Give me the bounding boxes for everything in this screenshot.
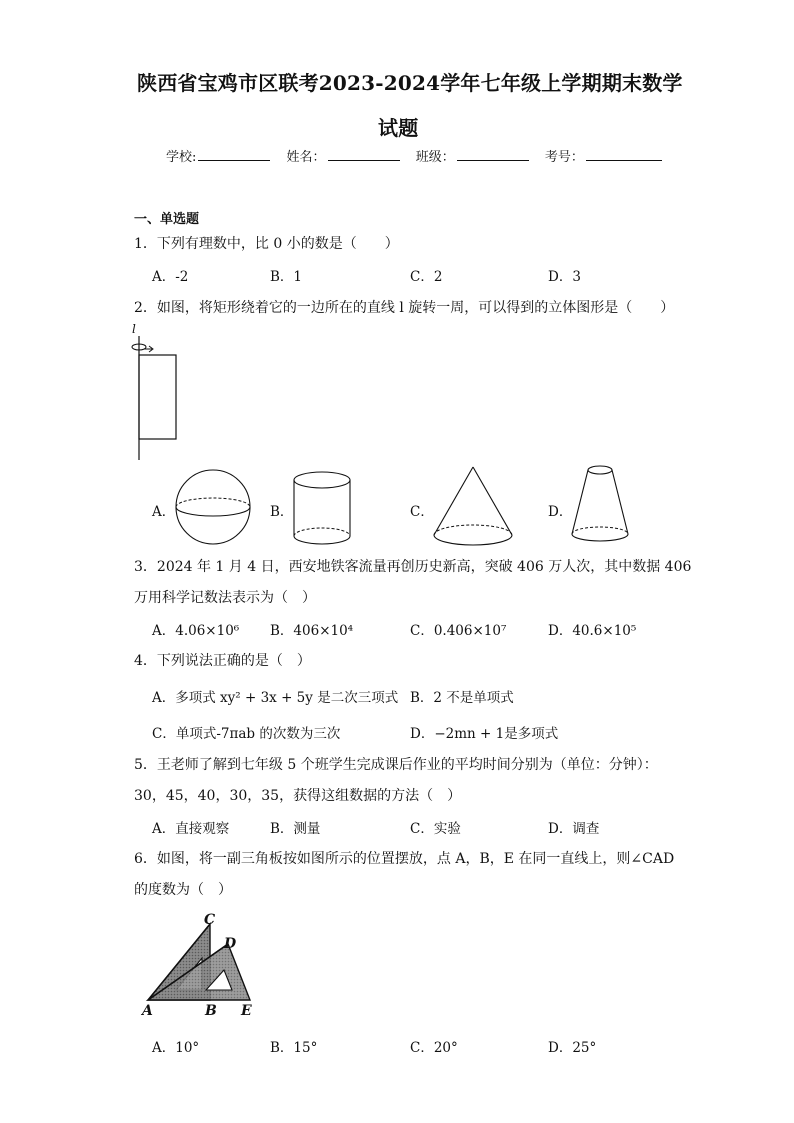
question-6-stem-line1: 6．如图，将一副三角板按如图所示的位置摆放，点 A，B，E 在同一直线上，则∠CAD [134,851,675,867]
question-6-option-d[interactable]: D．25° [548,1040,597,1056]
question-3-option-d[interactable]: D．40.6×10⁵ [548,623,637,639]
page-title: 陕西省宝鸡市区联考2023-2024学年七年级上学期期末数学 [137,71,683,95]
question-5-option-d[interactable]: D．调查 [548,821,600,837]
question-4-option-d[interactable]: D．−2mn + 1是多项式 [410,726,559,742]
cone-icon [432,466,518,550]
question-3-stem-line2: 万用科学记数法表示为（ ） [134,590,316,606]
school-blank[interactable] [198,148,270,161]
question-5-option-c[interactable]: C．实验 [410,821,461,837]
question-5-option-b[interactable]: B．测量 [270,821,321,837]
question-2-option-c[interactable]: C． [410,504,434,520]
question-5-option-a[interactable]: A．直接观察 [152,821,230,837]
question-2-option-d[interactable]: D． [548,504,573,520]
question-5-stem-line2: 30，45，40，30，35，获得这组数据的方法（ ） [134,788,462,804]
question-6-option-b[interactable]: B．15° [270,1040,318,1056]
question-1-option-b[interactable]: B．1 [270,269,303,285]
student-info-line [166,146,662,165]
rotation-figure [125,330,185,465]
question-1-option-a[interactable]: A．-2 [152,269,189,285]
question-5-stem-line1: 5．王老师了解到七年级 5 个班学生完成课后作业的平均时间分别为（单位：分钟）： [134,757,658,773]
point-label-a: A [142,1003,153,1019]
exam-no-label: 考号： [544,150,584,165]
question-2-option-b[interactable]: B． [270,504,294,520]
question-4-option-b[interactable]: B．2 不是单项式 [410,690,514,706]
school-label: 学校: [166,150,197,165]
cylinder-icon [293,470,355,548]
question-2-stem: 2．如图，将矩形绕着它的一边所在的直线 l 旋转一周，可以得到的立体图形是（ ） [134,300,675,316]
sphere-icon [175,468,255,548]
class-blank[interactable] [457,148,529,161]
question-2-option-a[interactable]: A． [152,504,176,520]
question-3-option-c[interactable]: C．0.406×10⁷ [410,623,507,639]
question-3-option-a[interactable]: A．4.06×10⁶ [152,623,240,639]
question-6-option-c[interactable]: C．20° [410,1040,458,1056]
question-4-option-c[interactable]: C．单项式-7πab 的次数为三次 [152,726,341,742]
question-1-stem: 1．下列有理数中，比 0 小的数是（ ） [134,236,399,252]
name-blank[interactable] [328,148,400,161]
question-1-option-d[interactable]: D．3 [548,269,581,285]
section-header: 一、单选题 [134,212,200,227]
frustum-icon [570,464,632,548]
name-label: 姓名： [286,150,326,165]
question-3-option-b[interactable]: B．406×10⁴ [270,623,354,639]
question-6-option-a[interactable]: A．10° [152,1040,200,1056]
page-title-continued: 试题 [378,116,419,140]
class-label: 班级： [415,150,455,165]
question-3-stem-line1: 3．2024 年 1 月 4 日，西安地铁客流量再创历史新高，突破 406 万人次，其中数据 406 [134,559,692,575]
axis-label-l: l [132,322,136,336]
point-label-c: C [204,912,216,928]
point-label-d: D [224,936,237,952]
point-label-b: B [205,1003,217,1019]
question-4-stem: 4．下列说法正确的是（ ） [134,653,311,669]
question-6-stem-line2: 的度数为（ ） [134,882,232,898]
question-1-option-c[interactable]: C．2 [410,269,443,285]
question-4-option-a[interactable]: A．多项式 xy² + 3x + 5y 是二次三项式 [152,690,399,706]
exam-no-blank[interactable] [586,148,662,161]
point-label-e: E [241,1003,252,1019]
